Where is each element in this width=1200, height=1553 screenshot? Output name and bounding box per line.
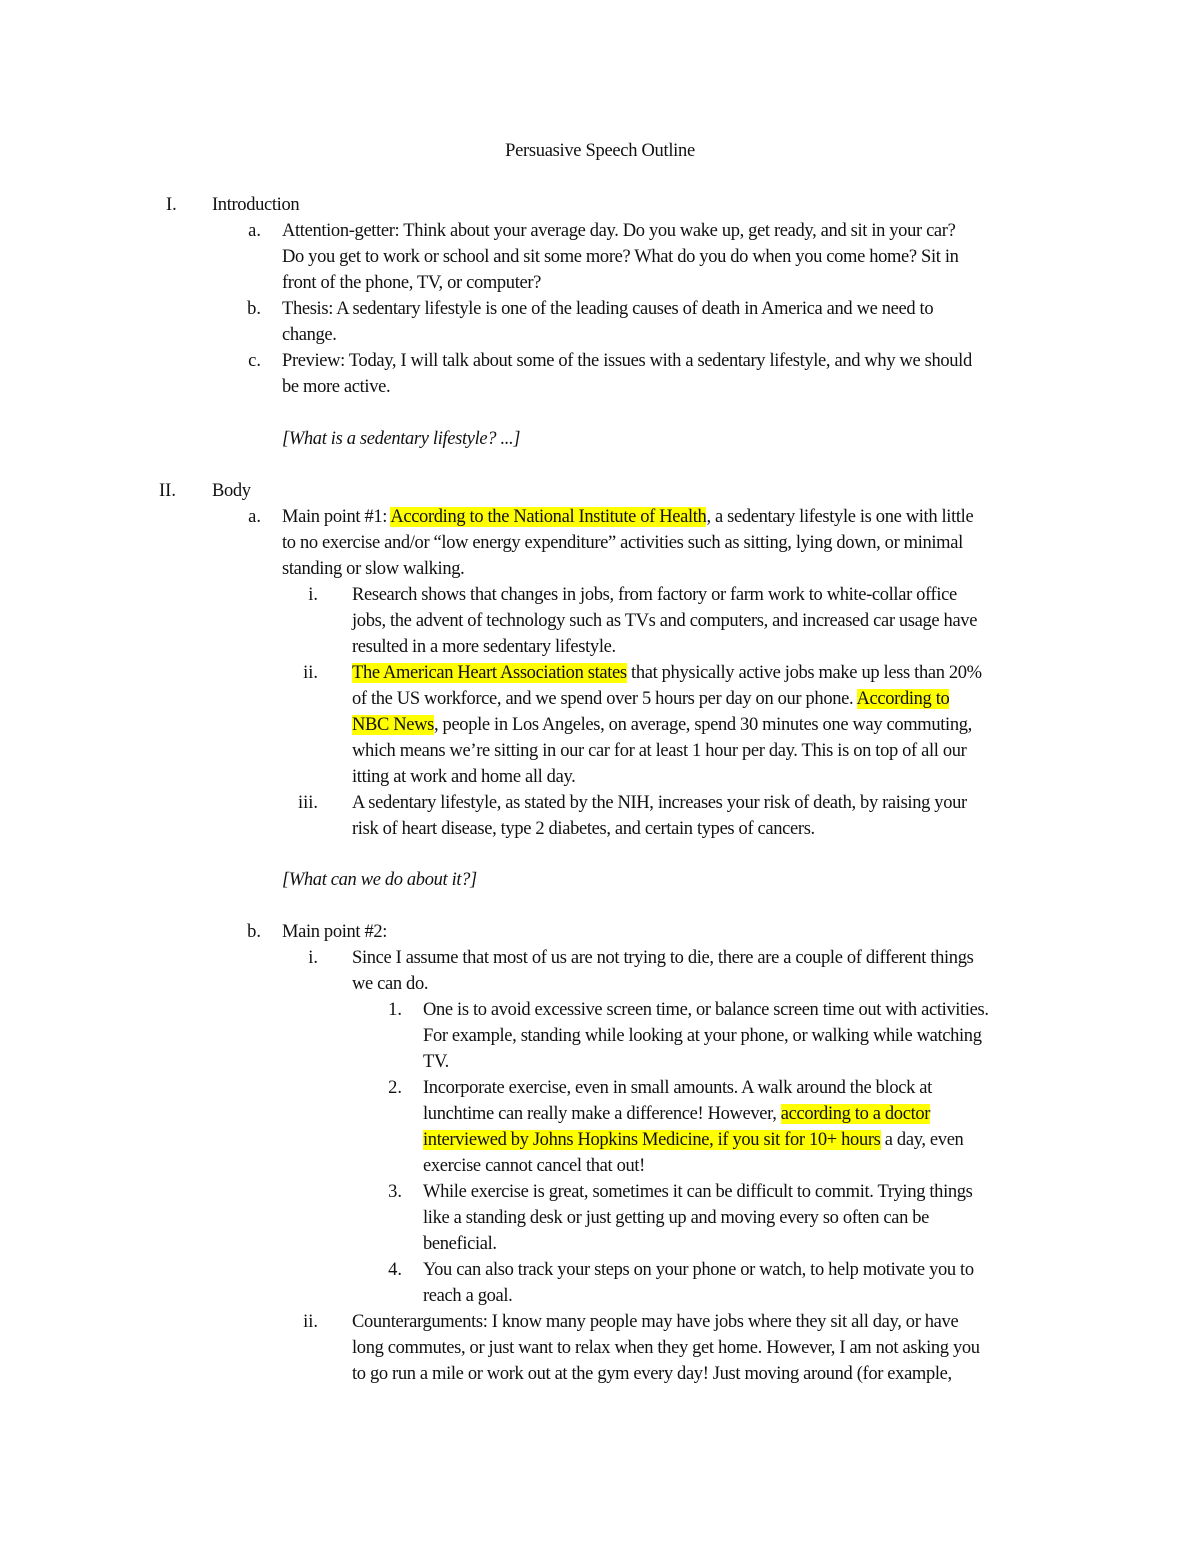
text-run: Introduction xyxy=(212,195,300,215)
outline-line xyxy=(423,1024,982,1048)
outline-line xyxy=(282,297,933,321)
text-run: long commutes, or just want to relax when they get home. However, I am not asking you xyxy=(352,1338,980,1358)
text-run: to go run a mile or work out at the gym every day! Just moving around (for example, xyxy=(352,1364,952,1384)
outline-marker: a. xyxy=(248,507,261,527)
outline-line xyxy=(423,1180,973,1204)
text-run: You can also track your steps on your phone or watch, to help motivate you to xyxy=(423,1260,974,1280)
outline-line xyxy=(282,349,972,373)
highlighted-citation: according to a doctor xyxy=(780,1104,931,1124)
outline-line xyxy=(352,609,977,633)
outline-line xyxy=(212,479,251,503)
outline-marker: 1. xyxy=(388,1000,402,1020)
outline-marker: I. xyxy=(166,195,177,215)
outline-line xyxy=(352,635,616,659)
outline-marker: b. xyxy=(247,922,261,942)
outline-line xyxy=(423,1284,512,1308)
outline-line xyxy=(352,739,966,763)
outline-line xyxy=(282,323,337,347)
outline-line xyxy=(423,1076,932,1100)
text-run: , people in Los Angeles, on average, spend 30 minutes one way commuting, xyxy=(434,715,972,735)
outline-marker: ii. xyxy=(303,1312,318,1332)
transition-note: [What is a sedentary lifestyle? ...] xyxy=(282,429,521,449)
outline-line xyxy=(282,245,959,269)
text-run: Main point #2: xyxy=(282,922,388,942)
text-run: Incorporate exercise, even in small amounts. A walk around the block at xyxy=(423,1078,932,1098)
outline-marker: c. xyxy=(248,351,261,371)
outline-line xyxy=(282,271,541,295)
text-run: a day, even xyxy=(880,1130,964,1150)
text-run: Thesis: A sedentary lifestyle is one of the leading causes of death in America and we need to xyxy=(282,299,934,319)
text-run: that physically active jobs make up less than 20% xyxy=(626,663,982,683)
highlighted-citation: The American Heart Association states xyxy=(352,663,627,683)
text-run: Research shows that changes in jobs, from factory or farm work to white-collar office xyxy=(352,585,957,605)
outline-line xyxy=(352,1362,952,1386)
outline-line xyxy=(282,219,955,243)
text-run: standing or slow walking. xyxy=(282,559,465,579)
outline-line xyxy=(423,998,989,1022)
text-run: beneficial. xyxy=(423,1234,497,1254)
outline-line xyxy=(282,531,963,555)
outline-marker: 3. xyxy=(388,1182,402,1202)
outline-line xyxy=(282,868,477,892)
outline-line xyxy=(352,1310,958,1334)
text-run: Counterarguments: I know many people may have jobs where they sit all day, or have xyxy=(352,1312,959,1332)
text-run: which means we’re sitting in our car for at least 1 hour per day. This is on top of all our xyxy=(352,741,967,761)
outline-line xyxy=(352,791,967,815)
highlighted-citation: NBC News xyxy=(352,715,434,735)
outline-line xyxy=(212,193,299,217)
outline-line xyxy=(352,817,815,841)
text-run: front of the phone, TV, or computer? xyxy=(282,273,542,293)
text-run: While exercise is great, sometimes it can be difficult to commit. Trying things xyxy=(423,1182,973,1202)
text-run: lunchtime can really make a difference! However, xyxy=(423,1104,781,1124)
outline-line xyxy=(352,713,972,737)
text-run: One is to avoid excessive screen time, or balance screen time out with activities. xyxy=(423,1000,989,1020)
outline-line xyxy=(423,1206,929,1230)
outline-line xyxy=(282,427,520,451)
text-run: Attention-getter: Think about your average day. Do you wake up, get ready, and sit in your car? xyxy=(282,221,956,241)
outline-marker: b. xyxy=(247,299,261,319)
text-run: Since I assume that most of us are not trying to die, there are a couple of different things xyxy=(352,948,974,968)
outline-marker: a. xyxy=(248,221,261,241)
outline-line xyxy=(423,1154,645,1178)
outline-line xyxy=(423,1050,449,1074)
outline-marker: II. xyxy=(159,481,176,501)
text-run: A sedentary lifestyle, as stated by the NIH, increases your risk of death, by raising your xyxy=(352,793,967,813)
outline-line xyxy=(282,375,390,399)
outline-marker: ii. xyxy=(303,663,318,683)
text-run: Do you get to work or school and sit some more? What do you do when you come home? Sit in xyxy=(282,247,959,267)
text-run: change. xyxy=(282,325,337,345)
outline-line xyxy=(352,687,949,711)
outline-marker: 4. xyxy=(388,1260,402,1280)
transition-note: [What can we do about it?] xyxy=(282,870,477,890)
text-run: Main point #1: xyxy=(282,507,391,527)
text-run: we can do. xyxy=(352,974,429,994)
text-run: exercise cannot cancel that out! xyxy=(423,1156,645,1176)
outline-line xyxy=(423,1232,497,1256)
outline-line xyxy=(352,1336,980,1360)
text-run: be more active. xyxy=(282,377,391,397)
outline-line xyxy=(282,557,464,581)
highlighted-citation: According to xyxy=(856,689,950,709)
text-run: of the US workforce, and we spend over 5 hours per day on our phone. xyxy=(352,689,857,709)
text-run: reach a goal. xyxy=(423,1286,513,1306)
text-run: to no exercise and/or “low energy expenditure” activities such as sitting, lying down, or minimal xyxy=(282,533,963,553)
highlighted-citation: According to the National Institute of Health xyxy=(390,507,707,527)
highlighted-citation: interviewed by Johns Hopkins Medicine, if you sit for 10+ hours xyxy=(423,1130,881,1150)
text-run: jobs, the advent of technology such as TVs and computers, and increased car usage have xyxy=(352,611,978,631)
outline-line xyxy=(352,661,982,685)
text-run: For example, standing while looking at your phone, or walking while watching xyxy=(423,1026,982,1046)
text-run: Body xyxy=(212,481,251,501)
outline-line xyxy=(423,1128,963,1152)
text-run: risk of heart disease, type 2 diabetes, and certain types of cancers. xyxy=(352,819,815,839)
outline-line xyxy=(282,920,387,944)
outline-line xyxy=(282,505,973,529)
outline-marker: iii. xyxy=(297,793,318,813)
outline-line xyxy=(352,972,428,996)
text-run: resulted in a more sedentary lifestyle. xyxy=(352,637,616,657)
outline-line xyxy=(352,765,575,789)
outline-marker: 2. xyxy=(388,1078,402,1098)
text-run: like a standing desk or just getting up and moving every so often can be xyxy=(423,1208,930,1228)
outline-line xyxy=(352,583,957,607)
document-title: Persuasive Speech Outline xyxy=(505,141,695,161)
outline-marker: i. xyxy=(308,585,318,605)
text-run: Preview: Today, I will talk about some of the issues with a sedentary lifestyle, and why we should xyxy=(282,351,972,371)
outline-line xyxy=(352,946,973,970)
outline-line xyxy=(423,1102,930,1126)
text-run: itting at work and home all day. xyxy=(352,767,576,787)
outline-line xyxy=(423,1258,974,1282)
text-run: , a sedentary lifestyle is one with little xyxy=(706,507,974,527)
text-run: TV. xyxy=(423,1052,449,1072)
outline-marker: i. xyxy=(308,948,318,968)
